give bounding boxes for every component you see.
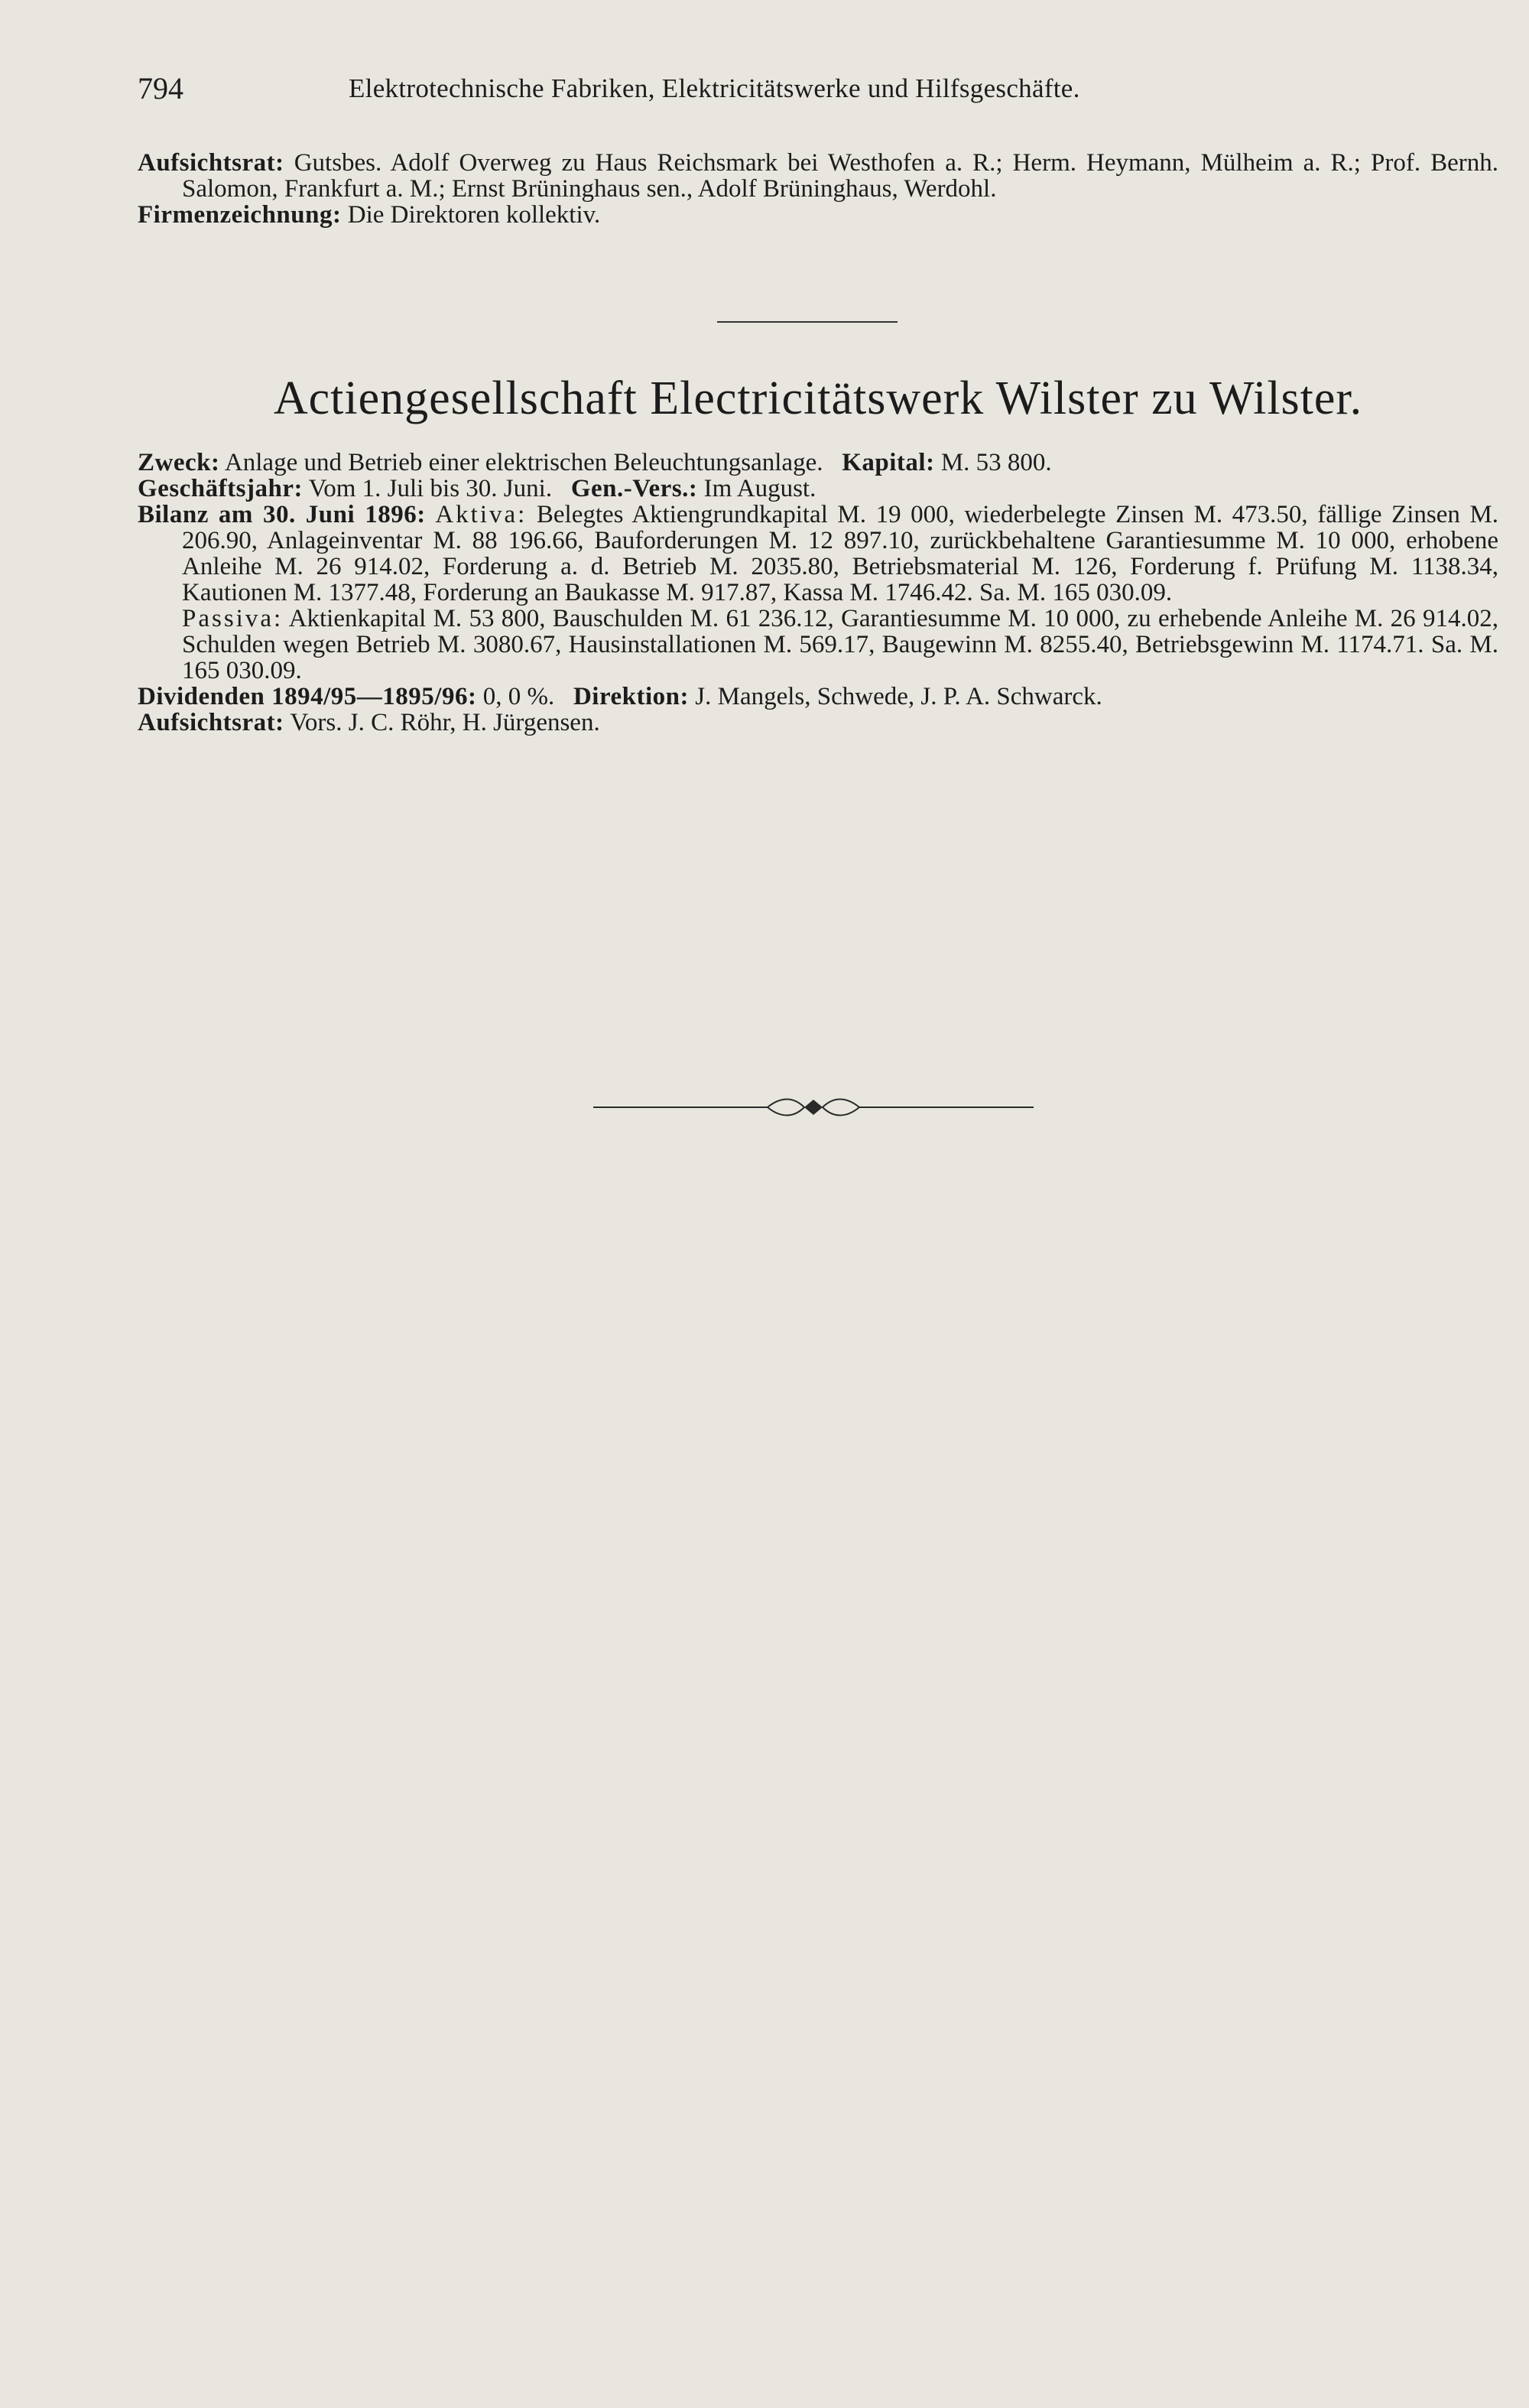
prev-aufsichtsrat-text: Gutsbes. Adolf Overweg zu Haus Reichsmark bei Westhofen a. R.; Herm. Heymann, Mülheim a. R.; Prof. Bernh. Salomon, Frankfurt a. M.; Ernst Brüninghaus sen., Adolf Brüninghaus, Werdohl.	[182, 149, 1499, 203]
direktion-text: J. Mangels, Schwede, J. P. A. Schwarck.	[695, 683, 1102, 710]
kapital-label: Kapital:	[842, 449, 935, 476]
dividenden-paragraph	[138, 684, 1498, 710]
geschaeftsjahr-text: Vom 1. Juli bis 30. Juni.	[308, 475, 553, 502]
aufsichtsrat-label: Aufsichtsrat:	[138, 709, 284, 736]
prev-firmenzeichnung-label: Firmenzeichnung:	[138, 201, 342, 229]
zweck-paragraph	[138, 450, 1498, 476]
dividenden-label: Dividenden 1894/95—1895/96:	[138, 683, 477, 710]
section-divider	[717, 321, 898, 323]
aufsichtsrat-text: Vors. J. C. Röhr, H. Jürgensen.	[290, 709, 600, 736]
aktiva-text: Belegtes Aktiengrundkapital M. 19 000, wiederbelegte Zinsen M. 473.50, fällige Zinsen M. 206.90, Anlageinventar M. 88 196.66, Bauforderungen M. 12 897.10, zurückbehaltene Garantiesumme M. 10 000, erhobene Anleihe M. 26 914.02, Forderung a. d. Betrieb M. 2035.80, Betriebsmaterial M. 126, Forderung f. Prüfung M. 1138.34, Kautionen M. 1377.48, Forderung an Baukasse M. 917.87, Kassa M. 1746.42. Sa. M. 165 030.09.	[182, 501, 1499, 606]
genvers-text: Im August.	[703, 475, 816, 502]
kapital-text: M. 53 800.	[940, 449, 1052, 476]
direktion-label: Direktion:	[573, 683, 690, 710]
end-ornament	[593, 1092, 1034, 1123]
prev-firmenzeichnung-paragraph	[138, 202, 1498, 228]
genvers-label: Gen.-Vers.:	[570, 475, 698, 502]
zweck-label: Zweck:	[138, 449, 220, 476]
page-number: 794	[138, 71, 183, 106]
prev-aufsichtsrat-label: Aufsichtsrat:	[138, 149, 284, 177]
prev-aufsichtsrat-paragraph	[138, 150, 1498, 202]
prev-firmenzeichnung-text: Die Direktoren kollektiv.	[347, 201, 601, 229]
bilanz-paragraph	[138, 502, 1498, 684]
bilanz-label: Bilanz am 30. Juni 1896:	[138, 501, 426, 528]
entry-title: Actiengesellschaft Electricitätswerk Wilster zu Wilster.	[273, 372, 1363, 424]
zweck-text: Anlage und Betrieb einer elektrischen Beleuchtungsanlage.	[224, 449, 823, 476]
passiva-text: Aktienkapital M. 53 800, Bauschulden M. 61 236.12, Garantiesumme M. 10 000, zu erhebende Anleihe M. 26 914.02, Schulden wegen Betrieb M. 3080.67, Hausinstallationen M. 569.17, Baugewinn M. 8255.40, Betriebsgewinn M. 1174.71. Sa. M. 165 030.09.	[182, 605, 1498, 684]
geschaeftsjahr-paragraph	[138, 476, 1498, 502]
geschaeftsjahr-label: Geschäftsjahr:	[138, 475, 303, 502]
aufsichtsrat-paragraph	[138, 710, 1498, 736]
entry-body	[138, 450, 1498, 736]
running-head-title: Elektrotechnische Fabriken, Elektricitätswerke und Hilfsgeschäfte.	[349, 73, 1080, 103]
aktiva-label: Aktiva:	[435, 501, 528, 528]
dividenden-text: 0, 0 %.	[482, 683, 555, 710]
previous-entry	[138, 150, 1498, 228]
passiva-label: Passiva:	[182, 605, 284, 632]
